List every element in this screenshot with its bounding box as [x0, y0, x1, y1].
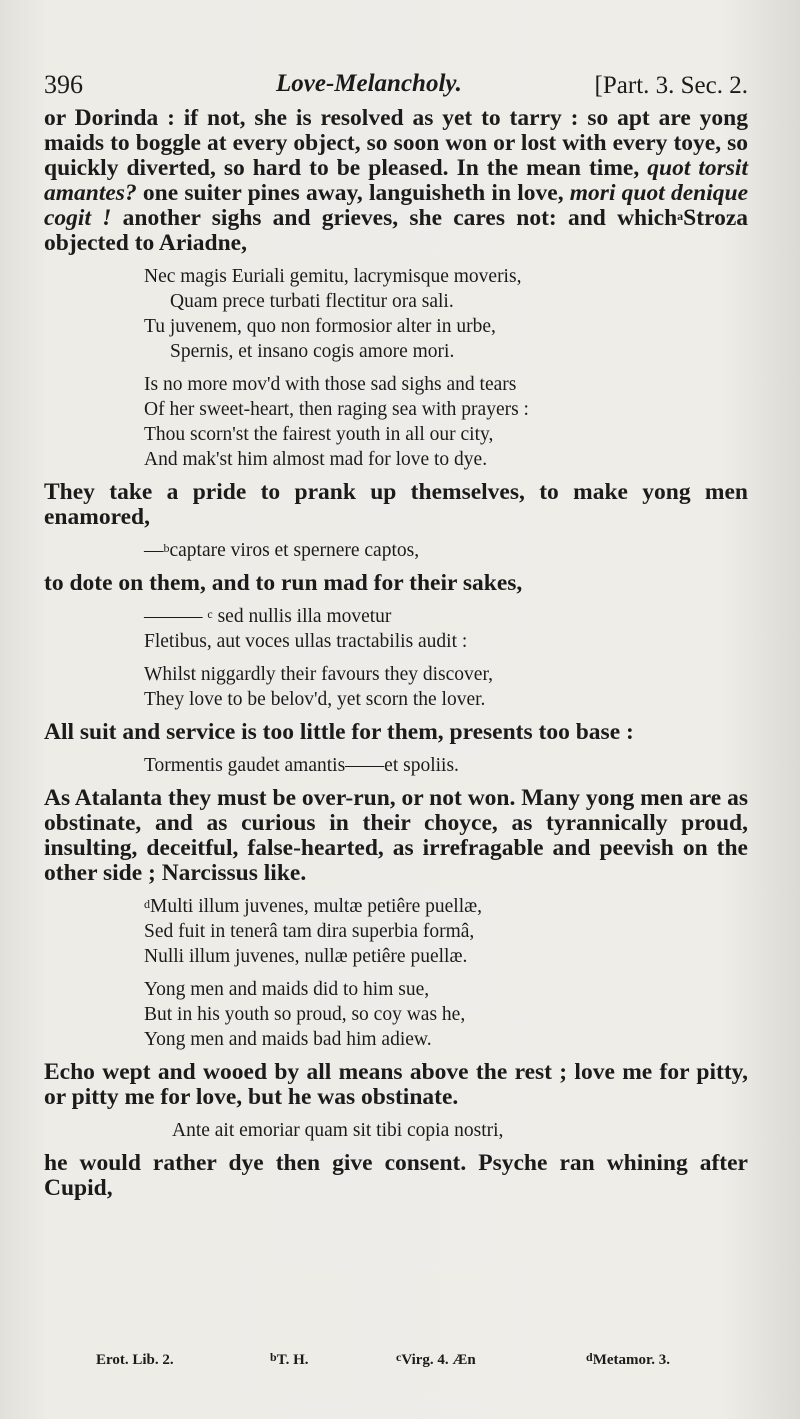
- verse-line: And mak'st him almost mad for love to dye.: [144, 449, 488, 470]
- paragraph-text: another sighs and grieves, she cares not: and which: [122, 205, 678, 231]
- dash: —: [144, 540, 164, 561]
- verse-line: They love to be belov'd, yet scorn the lover.: [144, 689, 486, 710]
- verse-line: Yong men and maids bad him adiew.: [144, 1029, 432, 1050]
- footnote-mark: d: [586, 1350, 593, 1364]
- verse-line: Tu juvenem, quo non formosior alter in urbe,: [144, 316, 496, 337]
- footnote-mark: a: [677, 209, 684, 223]
- footnote-text: T. H.: [276, 1352, 309, 1368]
- verse-text: captare viros et spernere captos,: [169, 540, 420, 561]
- latin-verse-5: [44, 894, 748, 969]
- paragraph-text: Stroza objected to Ariadne,: [44, 205, 749, 256]
- latin-verse-3: [44, 604, 748, 654]
- latin-phrase: quot torsit amantes?: [44, 155, 748, 206]
- latin-verse-1: [44, 264, 748, 364]
- verse-line: Whilst niggardly their favours they discover,: [144, 664, 494, 685]
- footnote-text: Virg. 4. Æn: [401, 1352, 476, 1368]
- english-verse-2: [44, 662, 748, 712]
- paragraph-3: to dote on them, and to run mad for their sakes,: [44, 570, 523, 596]
- page-number: 396: [44, 70, 83, 99]
- paragraph-text: one suiter pines away, languisheth in love,: [142, 180, 564, 206]
- footnote-mark: c: [207, 607, 213, 621]
- section-marker: [Part. 3. Sec. 2.: [594, 72, 748, 99]
- page-header: [44, 62, 748, 106]
- latin-verse-6: [44, 1118, 748, 1143]
- verse-line: [144, 894, 748, 919]
- verse-line: Nec magis Euriali gemitu, lacrymisque moveris,: [144, 266, 522, 287]
- running-title: Love-Melancholy.: [276, 70, 462, 97]
- footnote-text: Metamor. 3.: [592, 1352, 671, 1368]
- verse-line: Ante ait emoriar quam sit tibi copia nostri,: [172, 1120, 504, 1141]
- verse-line: But in his youth so proud, so coy was he,: [144, 1004, 466, 1025]
- verse-line: Spernis, et insano cogis amore mori.: [170, 341, 455, 362]
- footnote-c: [396, 1350, 476, 1369]
- footnote-mark: c: [396, 1350, 402, 1364]
- footnote-mark: d: [144, 897, 150, 911]
- verse-line: Quam prece turbati flectitur ora sali.: [170, 291, 454, 312]
- footnote-d: [586, 1350, 671, 1369]
- verse-line: Tormentis gaudet amantis——et spoliis.: [144, 755, 459, 776]
- latin-verse-2: [44, 538, 748, 563]
- paragraph-5: As Atalanta they must be over-run, or not won. Many yong men are as obstinate, and as curious in their choyce, as tyrannically proud, insulting, deceitful, false-hearted, as irrefragable and peevish on the other side ; Narcissus like.: [44, 785, 748, 886]
- footnote-mark: b: [163, 541, 170, 555]
- verse-text: Multi illum juvenes, multæ petiêre puellæ,: [150, 896, 483, 917]
- paragraph-6: Echo wept and wooed by all means above the rest ; love me for pitty, or pitty me for love, but he was obstinate.: [44, 1059, 748, 1110]
- latin-verse-4: [44, 753, 748, 778]
- english-verse-1: [44, 372, 748, 472]
- paragraph-1: [44, 106, 748, 256]
- verse-line: Fletibus, aut voces ullas tractabilis audit :: [144, 631, 468, 652]
- verse-line: Yong men and maids did to him sue,: [144, 979, 430, 1000]
- english-verse-3: [44, 977, 748, 1052]
- footnote-mark: b: [270, 1350, 277, 1364]
- verse-line: Is no more mov'd with those sad sighs and tears: [144, 374, 517, 395]
- paragraph-4: All suit and service is too little for them, presents too base :: [44, 719, 634, 745]
- verse-line: [144, 604, 748, 629]
- paragraph-7: he would rather dye then give consent. Psyche ran whining after Cupid,: [44, 1150, 748, 1201]
- latin-phrase: mori quot denique cogit !: [44, 180, 749, 231]
- paragraph-text: or Dorinda : if not, she is resolved as yet to tarry : so apt are yong maids to boggle at every object, so soon won or lost with every toye, so quickly diverted, so hard to be pleased. In the mean time,: [44, 105, 748, 181]
- verse-line: Nulli illum juvenes, nullæ petiêre puellæ.: [144, 946, 468, 967]
- footnote-a: Erot. Lib. 2.: [96, 1352, 174, 1368]
- verse-line: Of her sweet-heart, then raging sea with prayers :: [144, 399, 529, 420]
- dash: ———: [144, 606, 203, 627]
- verse-line: Thou scorn'st the fairest youth in all our city,: [144, 424, 494, 445]
- verse-line: Sed fuit in tenerâ tam dira superbia formâ,: [144, 921, 475, 942]
- footnote-b: [270, 1350, 309, 1369]
- paragraph-2: They take a pride to prank up themselves, to make yong men enamored,: [44, 479, 748, 530]
- verse-line: [144, 538, 748, 563]
- verse-text: sed nullis illa movetur: [217, 606, 392, 627]
